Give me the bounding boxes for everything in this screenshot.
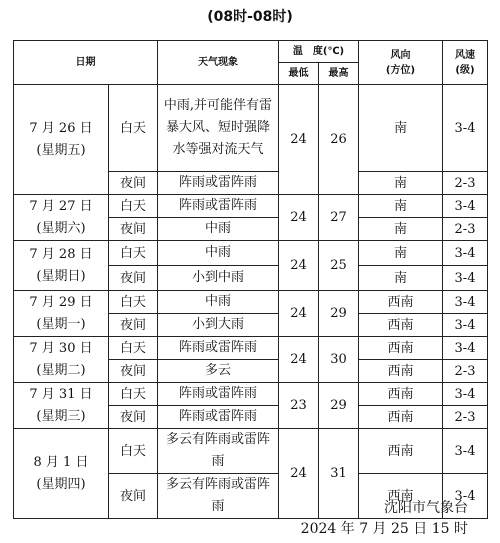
date-label: 7 月 29 日 [29,294,93,310]
wind-speed-night: 2-3 [443,172,488,195]
date-label: 7 月 30 日 [29,340,93,356]
wind-speed-day: 3-4 [443,195,488,218]
temp-high: 29 [319,383,359,429]
temp-low: 24 [279,241,319,291]
temp-low: 24 [279,85,319,195]
temp-high: 30 [319,337,359,383]
wind-speed-night: 3-4 [443,474,488,519]
weather-night: 中雨 [158,218,279,241]
forecast-row-day [14,195,488,218]
weather-day: 阵雨或雷阵雨 [158,195,279,218]
weather-night: 小到大雨 [158,314,279,337]
period-day: 白天 [109,337,158,360]
temp-low: 23 [279,383,319,429]
period-night: 夜间 [109,360,158,383]
weather-day: 阵雨或雷阵雨 [158,383,279,406]
forecast-table [13,40,488,519]
temp-low: 24 [279,195,319,241]
wind-speed-day: 3-4 [443,337,488,360]
weekday-label: (星期日) [36,268,86,284]
date-cell [14,85,109,195]
header-high: 最高 [319,63,359,85]
wind-speed-day: 3-4 [443,291,488,314]
weather-night: 阵雨或雷阵雨 [158,406,279,429]
date-cell [14,383,109,429]
header-date: 日期 [14,41,158,85]
temp-low: 24 [279,337,319,383]
date-cell [14,429,109,519]
weekday-label: (星期六) [36,220,86,236]
header-wind-direction-unit: (方位) [385,64,416,76]
period-night: 夜间 [109,172,158,195]
header-wind-speed-unit: (级) [455,64,475,76]
wind-speed-night: 2-3 [443,406,488,429]
weekday-label: (星期二) [36,362,86,378]
wind-dir-day: 南 [359,85,443,172]
wind-speed-night: 3-4 [443,314,488,337]
wind-dir-night: 南 [359,172,443,195]
forecast-row-day [14,291,488,314]
wind-dir-night: 西南 [359,360,443,383]
header-wind-speed-label: 风速 [455,49,475,61]
weekday-label: (星期五) [36,142,86,158]
wind-speed-day: 3-4 [443,383,488,406]
period-day: 白天 [109,241,158,266]
wind-dir-night: 西南 [359,474,443,519]
footer-issuer: 沈阳市气象台 [384,500,468,516]
wind-dir-night: 南 [359,218,443,241]
wind-dir-day: 南 [359,241,443,266]
wind-speed-day: 3-4 [443,85,488,172]
date-cell [14,195,109,241]
date-label: 7 月 28 日 [29,246,93,262]
temp-high: 27 [319,195,359,241]
wind-dir-day: 西南 [359,291,443,314]
period-day: 白天 [109,195,158,218]
wind-speed-night: 3-4 [443,266,488,291]
date-cell [14,241,109,291]
wind-speed-day: 3-4 [443,429,488,474]
temp-low: 24 [279,291,319,337]
weather-night: 多云 [158,360,279,383]
temp-high: 29 [319,291,359,337]
weekday-label: (星期三) [36,408,86,424]
wind-dir-day: 西南 [359,429,443,474]
temp-high: 25 [319,241,359,291]
header-low: 最低 [279,63,319,85]
date-label: 7 月 31 日 [29,386,93,402]
wind-dir-day: 西南 [359,383,443,406]
temp-high: 31 [319,429,359,519]
wind-dir-night: 西南 [359,314,443,337]
forecast-row-day [14,241,488,266]
weather-night: 小到中雨 [158,266,279,291]
weather-night: 多云有阵雨或雷阵雨 [158,474,279,519]
forecast-row-day [14,383,488,406]
weather-night: 阵雨或雷阵雨 [158,172,279,195]
header-temperature: 温 度(℃) [279,41,359,63]
weekday-label: (星期一) [36,316,86,332]
period-night: 夜间 [109,406,158,429]
period-night: 夜间 [109,474,158,519]
period-night: 夜间 [109,218,158,241]
wind-dir-night: 南 [359,266,443,291]
header-wind-direction-label: 风向 [390,49,411,61]
header-weather: 天气现象 [158,41,279,85]
page-title: (08时-08时) [207,9,293,25]
date-cell [14,337,109,383]
period-night: 夜间 [109,314,158,337]
date-label: 7 月 27 日 [29,198,93,214]
wind-speed-night: 2-3 [443,360,488,383]
weather-day: 中雨 [158,241,279,266]
weather-day: 中雨 [158,291,279,314]
temp-low: 24 [279,429,319,519]
period-day: 白天 [109,85,158,172]
forecast-row-day [14,429,488,474]
header-row [14,41,488,63]
weather-day: 中雨,并可能伴有雷暴大风、短时强降水等强对流天气 [158,85,279,172]
weekday-label: (星期四) [36,476,86,492]
period-day: 白天 [109,383,158,406]
forecast-row-day [14,85,488,172]
weather-day: 多云有阵雨或雷阵雨 [158,429,279,474]
footer-issue-time: 2024 年 7 月 25 日 15 时 [300,521,468,537]
date-label: 7 月 26 日 [29,120,93,136]
date-label: 8 月 1 日 [33,454,89,470]
header-wind-speed [443,41,488,85]
period-night: 夜间 [109,266,158,291]
forecast-row-day [14,337,488,360]
temp-high: 26 [319,85,359,195]
header-wind-direction [359,41,443,85]
wind-dir-day: 西南 [359,337,443,360]
wind-speed-night: 2-3 [443,218,488,241]
period-day: 白天 [109,291,158,314]
wind-dir-night: 西南 [359,406,443,429]
wind-speed-day: 3-4 [443,241,488,266]
weather-day: 阵雨或雷阵雨 [158,337,279,360]
date-cell [14,291,109,337]
period-day: 白天 [109,429,158,474]
wind-dir-day: 南 [359,195,443,218]
